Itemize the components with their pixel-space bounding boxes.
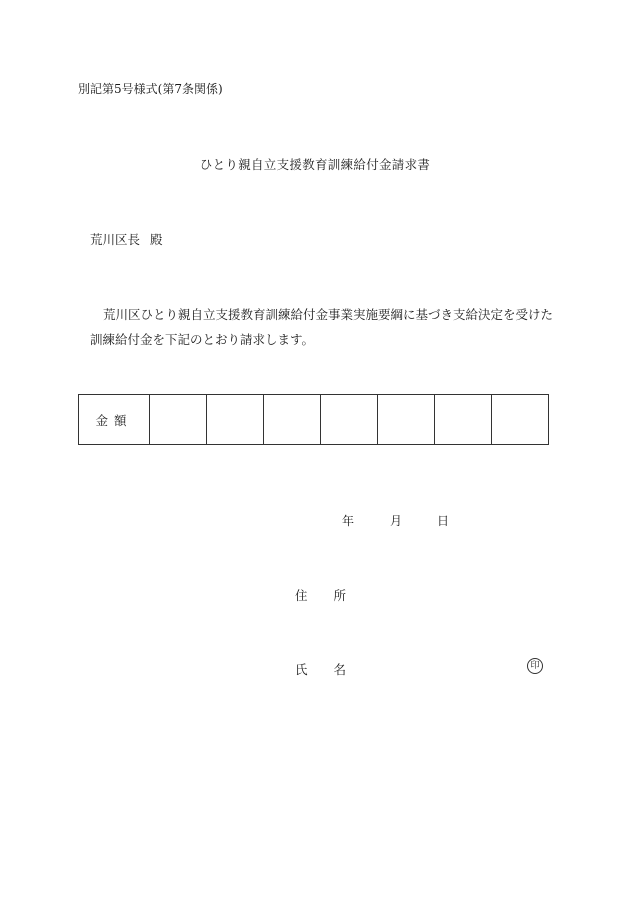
amount-digit-cell[interactable]: [264, 395, 321, 445]
date-year-label: 年: [342, 514, 355, 528]
addressee: [90, 230, 163, 248]
addressee-name: 荒川区長: [90, 232, 141, 247]
amount-digit-cell[interactable]: [492, 395, 549, 445]
address-label: 住所: [295, 588, 373, 603]
amount-digit-cell[interactable]: [435, 395, 492, 445]
document-title: ひとり親自立支援教育訓練給付金請求書: [199, 157, 431, 172]
amount-table: [78, 394, 549, 445]
amount-label: 金額: [79, 395, 150, 445]
amount-digit-cell[interactable]: [150, 395, 207, 445]
form-number: 別記第5号様式(第7条関係): [78, 82, 223, 96]
amount-digit-cell[interactable]: [378, 395, 435, 445]
request-statement: 荒川区ひとり親自立支援教育訓練給付金事業実施要綱に基づき支給決定を受けた訓練給付金を下記のとおり請求します。: [90, 307, 554, 347]
name-label: 氏名: [295, 662, 373, 677]
amount-digit-cell[interactable]: [321, 395, 378, 445]
date-day-label: 日: [437, 514, 450, 528]
date-month-label: 月: [390, 514, 403, 528]
seal-mark-icon: 印: [527, 658, 543, 674]
amount-digit-cell[interactable]: [207, 395, 264, 445]
addressee-honorific: 殿: [150, 232, 163, 247]
amount-row: [79, 395, 549, 445]
